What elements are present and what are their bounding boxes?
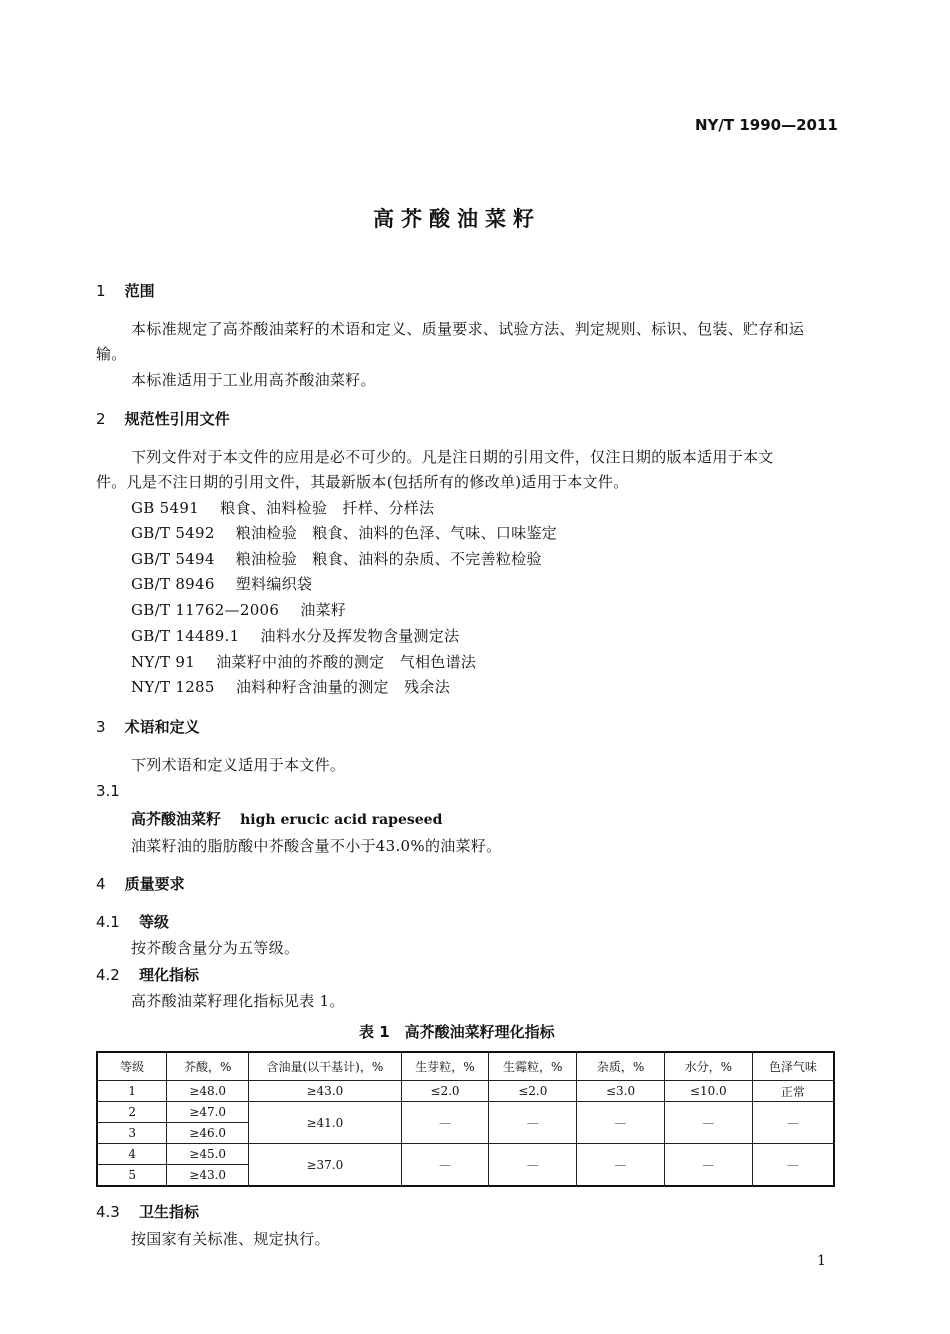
- reference-item: [131, 651, 476, 672]
- reference-code: GB/T 11762—2006: [131, 601, 280, 619]
- paragraph: 高芥酸油菜籽理化指标见表 1。: [131, 992, 345, 1010]
- section-title: 术语和定义: [124, 718, 200, 736]
- reference-code: GB/T 5494: [131, 550, 215, 568]
- table-cell: ≥43.0: [249, 1081, 402, 1102]
- reference-title: 粮油检验 粮食、油料的杂质、不完善粒检验: [235, 550, 542, 568]
- reference-item: [131, 497, 434, 518]
- reference-item: [131, 676, 450, 697]
- reference-title: 粮食、油料检验 扦样、分样法: [220, 499, 435, 517]
- paragraph-line: 件。凡是不注日期的引用文件，其最新版本(包括所有的修改单)适用于本文件。: [96, 473, 629, 491]
- table-cell: ≤2.0: [489, 1081, 577, 1102]
- table-cell: —: [489, 1144, 577, 1187]
- table-cell: —: [577, 1144, 665, 1187]
- reference-item: [131, 599, 346, 620]
- paragraph: 本标准适用于工业用高芥酸油菜籽。: [131, 371, 376, 389]
- table-cell: ≥47.0: [167, 1102, 249, 1123]
- reference-title: 油菜籽中油的芥酸的测定 气相色谱法: [216, 653, 477, 671]
- table-header-row: [97, 1052, 834, 1081]
- paragraph: 按芥酸含量分为五等级。: [131, 939, 300, 957]
- table-cell: ≥45.0: [167, 1144, 249, 1165]
- table-cell: —: [752, 1102, 834, 1144]
- section-number: 2: [96, 410, 106, 428]
- subsection-title: 等级: [138, 913, 169, 931]
- paragraph-line: 本标准规定了高芥酸油菜籽的术语和定义、质量要求、试验方法、判定规则、标识、包装、贮存和运: [131, 320, 805, 338]
- reference-code: GB/T 14489.1: [131, 627, 240, 645]
- reference-code: NY/T 91: [131, 653, 196, 671]
- column-header: 生芽粒，%: [401, 1052, 489, 1081]
- section-title: 范围: [124, 282, 155, 300]
- subsection-title: 理化指标: [138, 966, 199, 984]
- section-2-heading: [96, 408, 230, 429]
- column-header: 色泽气味: [752, 1052, 834, 1081]
- table-cell: 5: [97, 1165, 167, 1187]
- table-cell: 3: [97, 1123, 167, 1144]
- reference-code: GB/T 8946: [131, 575, 215, 593]
- subsection-number: 4.1: [96, 913, 120, 931]
- section-number: 3: [96, 718, 106, 736]
- table-cell: 2: [97, 1102, 167, 1123]
- paragraph-line: 下列文件对于本文件的应用是必不可少的。凡是注日期的引用文件，仅注日期的版本适用于本文: [131, 448, 774, 466]
- table-row: [97, 1081, 834, 1102]
- table-cell: ≥43.0: [167, 1165, 249, 1187]
- table-cell: 1: [97, 1081, 167, 1102]
- term-line: [131, 808, 442, 829]
- reference-item: [131, 548, 542, 569]
- subsection-title: 卫生指标: [138, 1203, 199, 1221]
- table-cell: 4: [97, 1144, 167, 1165]
- table-cell: ≤2.0: [401, 1081, 489, 1102]
- table-caption: 表 1 高芥酸油菜籽理化指标: [359, 1023, 555, 1041]
- table-row: [97, 1144, 834, 1165]
- column-header: 杂质，%: [577, 1052, 665, 1081]
- subsection-number: 4.2: [96, 966, 120, 984]
- column-header: 水分，%: [664, 1052, 752, 1081]
- table-cell: —: [752, 1144, 834, 1187]
- reference-item: [131, 573, 312, 594]
- reference-title: 油菜籽: [300, 601, 347, 619]
- reference-code: GB 5491: [131, 499, 200, 517]
- page-number: 1: [817, 1253, 826, 1269]
- section-number: 1: [96, 282, 106, 300]
- table-cell: ≤10.0: [664, 1081, 752, 1102]
- reference-code: NY/T 1285: [131, 678, 215, 696]
- section-title: 规范性引用文件: [124, 410, 230, 428]
- table-cell: ≥37.0: [249, 1144, 402, 1187]
- subsection-number: 4.3: [96, 1203, 120, 1221]
- quality-table: [96, 1051, 835, 1187]
- reference-title: 粮油检验 粮食、油料的色泽、气味、口味鉴定: [235, 524, 558, 542]
- section-4-heading: [96, 873, 185, 894]
- subsection-4-3-heading: [96, 1201, 199, 1222]
- paragraph: 下列术语和定义适用于本文件。: [131, 756, 346, 774]
- subsection-4-1-heading: [96, 911, 169, 932]
- section-3-heading: [96, 716, 200, 737]
- document-code: NY/T 1990—2011: [695, 116, 838, 134]
- page-title: 高芥酸油菜籽: [373, 207, 541, 231]
- table-cell: —: [489, 1102, 577, 1144]
- reference-title: 油料种籽含油量的测定 残余法: [235, 678, 451, 696]
- reference-code: GB/T 5492: [131, 524, 215, 542]
- reference-item: [131, 522, 557, 543]
- table-cell: —: [664, 1102, 752, 1144]
- section-1-heading: [96, 280, 155, 301]
- section-number: 4: [96, 875, 106, 893]
- subsection-4-2-heading: [96, 964, 199, 985]
- table-cell: ≥41.0: [249, 1102, 402, 1144]
- table-row: [97, 1102, 834, 1123]
- table-cell: 正常: [752, 1081, 834, 1102]
- reference-title: 油料水分及挥发物含量测定法: [260, 627, 460, 645]
- subsection-number: 3.1: [96, 782, 120, 800]
- table-cell: —: [401, 1102, 489, 1144]
- column-header: 生霉粒，%: [489, 1052, 577, 1081]
- column-header: 等级: [97, 1052, 167, 1081]
- table-cell: ≥48.0: [167, 1081, 249, 1102]
- reference-item: [131, 625, 459, 646]
- column-header: 含油量(以干基计)，%: [249, 1052, 402, 1081]
- term-definition: 油菜籽油的脂肪酸中芥酸含量不小于43.0%的油菜籽。: [131, 837, 502, 855]
- table-cell: —: [577, 1102, 665, 1144]
- table-cell: ≥46.0: [167, 1123, 249, 1144]
- term-english: high erucic acid rapeseed: [240, 812, 443, 828]
- paragraph: 按国家有关标准、规定执行。: [131, 1230, 330, 1248]
- table-cell: ≤3.0: [577, 1081, 665, 1102]
- reference-title: 塑料编织袋: [235, 575, 313, 593]
- section-title: 质量要求: [124, 875, 185, 893]
- term-chinese: 高芥酸油菜籽: [131, 810, 222, 828]
- column-header: 芥酸，%: [167, 1052, 249, 1081]
- paragraph-line: 输。: [96, 345, 127, 363]
- table-cell: —: [664, 1144, 752, 1187]
- table-cell: —: [401, 1144, 489, 1187]
